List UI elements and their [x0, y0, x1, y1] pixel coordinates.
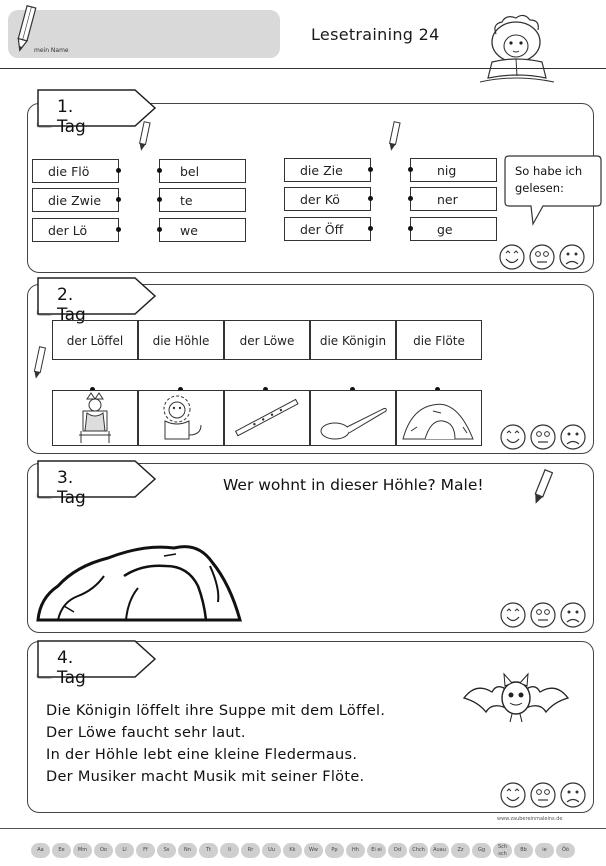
syllable-end-box: te — [159, 188, 246, 212]
syllable-end-box: nig — [410, 158, 497, 182]
day3-tag-shape — [35, 459, 159, 501]
picture-cell — [310, 390, 396, 446]
pencil-icon — [32, 346, 46, 382]
day1-label: 1. Tag — [57, 97, 86, 137]
syllable-start-box: der Öff — [284, 217, 371, 241]
day4-tag-shape — [35, 639, 159, 681]
connect-dot[interactable] — [368, 196, 373, 201]
spoon-icon — [311, 391, 395, 445]
syllable-start-box: die Flö — [32, 159, 119, 183]
connect-dot[interactable] — [368, 167, 373, 172]
smiley-happy-icon — [501, 783, 525, 807]
drawing-task: Wer wohnt in dieser Höhle? Male! — [223, 476, 484, 494]
syllable-start-box: die Zwie — [32, 188, 119, 212]
syllable-end-box: ge — [410, 217, 497, 241]
letter-pill: Nn — [178, 843, 197, 858]
picture-cell — [138, 390, 224, 446]
sheep-reading-icon — [474, 12, 560, 92]
picture-cell — [52, 390, 138, 446]
letter-pill: Ww — [304, 843, 323, 858]
connect-dot[interactable] — [116, 168, 121, 173]
reading-sentence: Der Löwe faucht sehr laut. — [46, 725, 246, 741]
letter-pill: ie — [535, 843, 554, 858]
reading-sentence: Die Königin löffelt ihre Suppe mit dem Löffel. — [46, 703, 386, 719]
letter-pill: Sch sch — [493, 843, 512, 858]
letter-pill: Ff — [136, 843, 155, 858]
connect-dot[interactable] — [157, 168, 162, 173]
picture-cell — [396, 390, 482, 446]
smiley-rating — [499, 422, 591, 452]
smiley-happy-icon — [501, 425, 525, 449]
pencil-icon — [137, 121, 151, 153]
word-cell: die Königin — [310, 320, 396, 360]
syllable-end-box: bel — [159, 159, 246, 183]
letter-pill: Ii — [220, 843, 239, 858]
syllable-start-box: der Kö — [284, 187, 371, 211]
word-cell: der Löwe — [224, 320, 310, 360]
letter-pill: Hh — [346, 843, 365, 858]
syllable-end-box: ner — [410, 187, 497, 211]
letter-pill: Gg — [472, 843, 491, 858]
lion-icon — [139, 391, 223, 445]
smiley-sad-icon — [561, 783, 585, 807]
speech-bubble-text: So habe ich gelesen: — [515, 164, 583, 195]
smiley-sad-icon — [560, 245, 584, 269]
day2-tag-shape — [35, 276, 159, 318]
smiley-happy-icon — [500, 245, 524, 269]
smiley-rating — [499, 780, 591, 810]
smiley-rating — [499, 600, 591, 630]
smiley-sad-icon — [561, 425, 585, 449]
letter-pill: Tt — [199, 843, 218, 858]
letter-pill: Kk — [283, 843, 302, 858]
smiley-happy-icon — [501, 603, 525, 627]
syllable-end-box: we — [159, 218, 246, 242]
syllable-start-box: die Zie — [284, 158, 371, 182]
connect-dot[interactable] — [157, 227, 162, 232]
queen-icon — [53, 391, 137, 445]
letter-pill: Uu — [262, 843, 281, 858]
smiley-neutral-icon — [531, 603, 555, 627]
day2-label: 2. Tag — [57, 285, 86, 325]
smiley-neutral-icon — [531, 783, 555, 807]
letter-pill: Ee — [52, 843, 71, 858]
day3-label: 3. Tag — [57, 468, 86, 508]
letter-pill: Bb — [514, 843, 533, 858]
syllable-start-box: der Lö — [32, 218, 119, 242]
letter-pill: Auau — [430, 843, 449, 858]
smiley-rating — [498, 242, 590, 272]
flute-icon — [225, 391, 309, 445]
header-divider — [0, 68, 606, 69]
connect-dot[interactable] — [408, 167, 413, 172]
connect-dot[interactable] — [408, 226, 413, 231]
word-cell: die Flöte — [396, 320, 482, 360]
letter-pill: Aa — [31, 843, 50, 858]
picture-cell — [224, 390, 310, 446]
letter-pill: Mm — [73, 843, 92, 858]
connect-dot[interactable] — [157, 197, 162, 202]
letter-pill: Rr — [241, 843, 260, 858]
cave-drawing[interactable] — [34, 536, 246, 624]
website-credit: www.zaubereinmaleins.de — [497, 816, 563, 822]
letter-pill: Öö — [556, 843, 575, 858]
name-label: mein Name — [34, 47, 69, 54]
letter-pill: Chch — [409, 843, 428, 858]
connect-dot[interactable] — [368, 226, 373, 231]
letter-pill: Dd — [388, 843, 407, 858]
day4-label: 4. Tag — [57, 648, 86, 688]
letter-pill: Ll — [115, 843, 134, 858]
letter-pill: Zz — [451, 843, 470, 858]
pencil-icon — [531, 468, 553, 508]
connect-dot[interactable] — [408, 196, 413, 201]
letter-pill: Oo — [94, 843, 113, 858]
pencil-icon — [387, 121, 401, 153]
letter-pill: Pp — [325, 843, 344, 858]
footer-divider — [0, 828, 606, 829]
reading-sentence: In der Höhle lebt eine kleine Fledermaus. — [46, 747, 358, 763]
word-cell: die Höhle — [138, 320, 224, 360]
cave-icon — [397, 391, 481, 445]
connect-dot[interactable] — [116, 227, 121, 232]
bat-icon — [462, 668, 570, 730]
smiley-neutral-icon — [530, 245, 554, 269]
reading-sentence: Der Musiker macht Musik mit seiner Flöte. — [46, 769, 365, 785]
connect-dot[interactable] — [116, 197, 121, 202]
smiley-neutral-icon — [531, 425, 555, 449]
word-cell: der Löffel — [52, 320, 138, 360]
letter-pill: Ei ei — [367, 843, 386, 858]
smiley-sad-icon — [561, 603, 585, 627]
page-title: Lesetraining 24 — [311, 25, 440, 44]
letter-pill: Ss — [157, 843, 176, 858]
